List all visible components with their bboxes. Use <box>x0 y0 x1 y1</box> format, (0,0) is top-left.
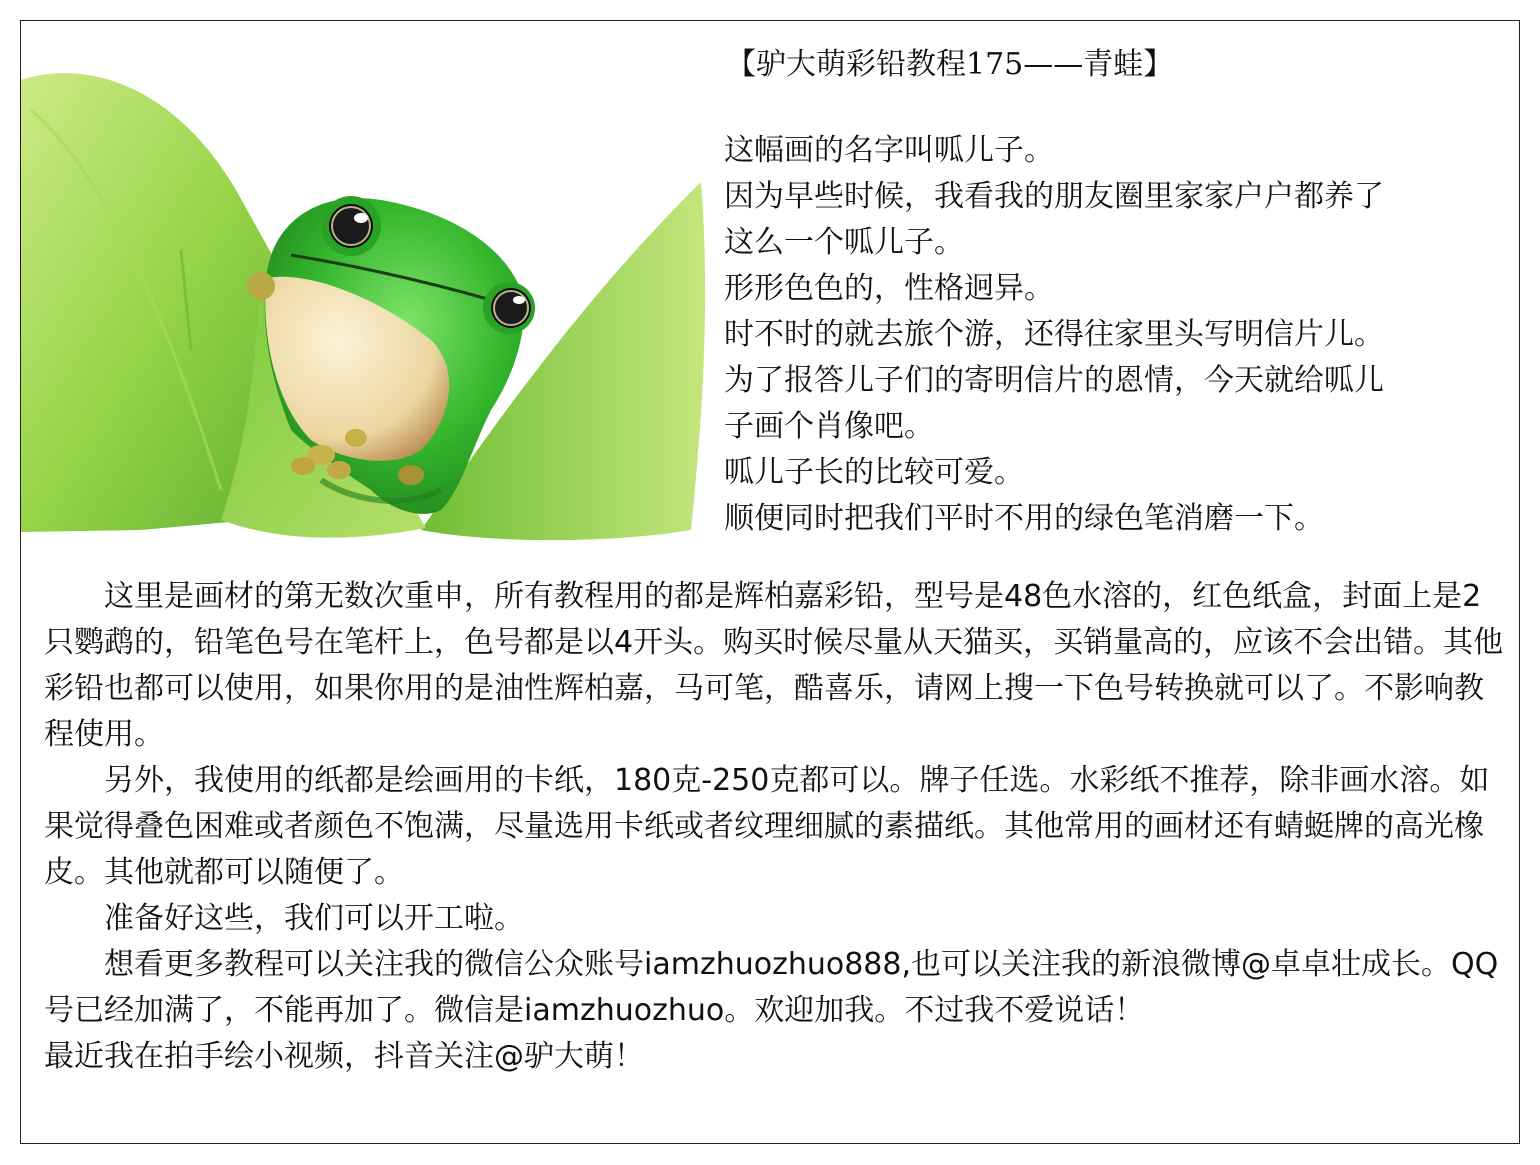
video-paragraph: 最近我在拍手绘小视频，抖音关注@驴大萌！ <box>44 1039 644 1074</box>
follow-paragraph: 想看更多教程可以关注我的微信公众账号iamzhuozhuo888,也可以关注我的新浪微博@卓卓壮成长。QQ号已经加满了，不能再加了。微信是iamzhuozhuo。欢迎加我。不过我不爱说话！ <box>44 947 1499 1028</box>
intro-line: 呱儿子长的比较可爱。 <box>724 455 1024 490</box>
intro-line: 为了报答儿子们的寄明信片的恩情，今天就给呱儿 <box>724 363 1384 398</box>
ready-paragraph: 准备好这些，我们可以开工啦。 <box>104 901 524 936</box>
paper-paragraph: 另外，我使用的纸都是绘画用的卡纸，180克-250克都可以。牌子任选。水彩纸不推荐，除非画水溶。如果觉得叠色困难或者颜色不饱满，尽量选用卡纸或者纹理细腻的素描纸。其他常用的画材还有蜻蜓牌的高光橡皮。其他就都可以随便了。 <box>44 763 1490 890</box>
intro-line: 形形色色的，性格迥异。 <box>724 271 1054 306</box>
intro-line: 顺便同时把我们平时不用的绿色笔消磨一下。 <box>724 501 1324 536</box>
frog-illustration <box>21 50 711 550</box>
article-title: 【驴大萌彩铅教程175——青蛙】 <box>726 47 1174 82</box>
intro-line: 时不时的就去旅个游，还得往家里头写明信片儿。 <box>724 317 1384 352</box>
materials-paragraph: 这里是画材的第无数次重申，所有教程用的都是辉柏嘉彩铅，型号是48色水溶的，红色纸盒，封面上是2只鹦鹉的，铅笔色号在笔杆上，色号都是以4开头。购买时候尽量从天猫买，买销量高的，应该不会出错。其他彩铅也都可以使用，如果你用的是油性辉柏嘉，马可笔，酷喜乐，请网上搜一下色号转换就可以了。不影响教程使用。 <box>44 579 1504 752</box>
intro-line: 这幅画的名字叫呱儿子。 <box>724 133 1054 168</box>
intro-line: 这么一个呱儿子。 <box>724 225 964 260</box>
intro-line: 因为早些时候，我看我的朋友圈里家家户户都养了 <box>724 179 1384 214</box>
intro-line: 子画个肖像吧。 <box>724 409 934 444</box>
article-body <box>44 574 1510 1080</box>
intro-lines <box>724 128 1514 542</box>
